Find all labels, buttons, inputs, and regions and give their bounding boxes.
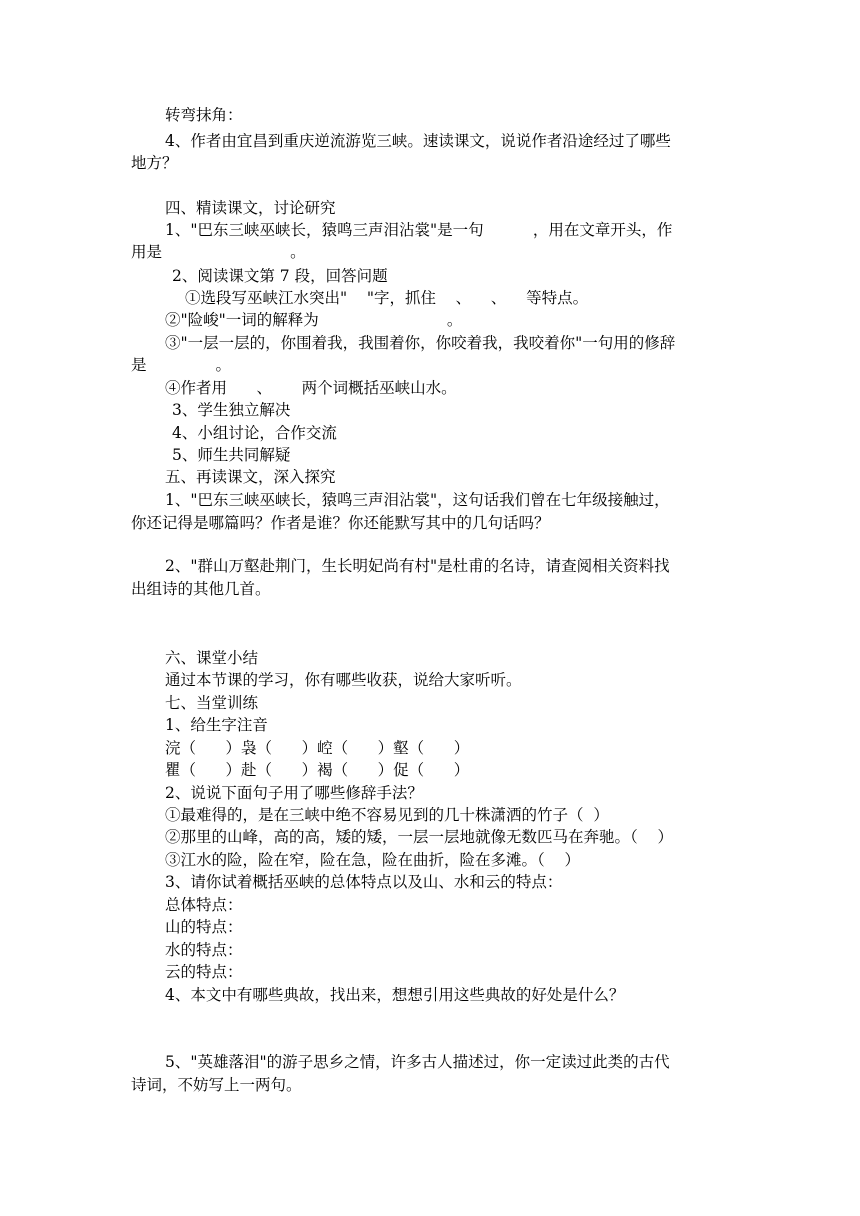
text-line: ②那里的山峰，高的高，矮的矮，一层一层地就像无数匹马在奔驰。（ ） (165, 828, 673, 846)
text-line: 1、给生字注音 (165, 716, 268, 734)
text-line: 水的特点： (165, 941, 243, 959)
text-line: 出组诗的其他几首。 (131, 580, 271, 598)
text-line: 3、学生独立解决 (172, 401, 291, 419)
text-line: ①选段写巫峡江水突出" "字，抓住 、 、 等特点。 (185, 289, 589, 307)
text-line: 瞿（ ）赴（ ）褐（ ）促（ ） (165, 761, 470, 779)
text-line: 1、"巴东三峡巫峡长，猿鸣三声泪沾裳"，这句话我们曾在七年级接触过， (165, 491, 670, 509)
text-line: 1、"巴东三峡巫峡长，猿鸣三声泪沾裳"是一句 ，用在文章开头，作 (165, 221, 673, 239)
text-line: 用是 。 (131, 243, 306, 261)
text-line: 地方？ (131, 154, 178, 172)
section-heading: 六、课堂小结 (165, 649, 259, 667)
text-line: 诗词，不妨写上一两句。 (131, 1076, 302, 1094)
text-line: 4、本文中有哪些典故，找出来，想想引用这些典故的好处是什么？ (165, 986, 625, 1004)
text-line: ②"险峻"一词的解释为 。 (165, 311, 463, 329)
section-heading: 七、当堂训练 (165, 694, 259, 712)
text-line: 是 。 (131, 356, 231, 374)
text-line: 4、小组讨论，合作交流 (172, 424, 337, 442)
text-line: 山的特点： (165, 918, 243, 936)
text-line: 5、"英雄落泪"的游子思乡之情，许多古人描述过，你一定读过此类的古代 (165, 1053, 670, 1071)
text-line: ①最难得的，是在三峡中绝不容易见到的几十株潇洒的竹子（ ） (165, 806, 609, 824)
text-line: ④作者用 、 两个词概括巫峡山水。 (165, 379, 457, 397)
text-line: 浣（ ）袅（ ）崆（ ）壑（ ） (165, 739, 470, 757)
text-line: 3、请你试着概括巫峡的总体特点以及山、水和云的特点： (165, 873, 563, 891)
text-line: 转弯抹角： (165, 106, 243, 124)
text-line: 2、"群山万壑赴荆门，生长明妃尚有村"是杜甫的名诗，请查阅相关资料找 (165, 557, 670, 575)
section-heading: 四、精读课文，讨论研究 (165, 199, 336, 217)
text-line: 4、作者由宜昌到重庆逆流游览三峡。速读课文，说说作者沿途经过了哪些 (165, 132, 671, 150)
text-line: 2、阅读课文第 7 段，回答问题 (172, 267, 388, 285)
text-line: 云的特点： (165, 963, 243, 981)
text-line: 5、师生共同解疑 (172, 446, 291, 464)
text-line: ③江水的险，险在窄，险在急，险在曲折，险在多滩。（ ） (165, 851, 580, 869)
text-line: ③"一层一层的，你围着我，我围着你，你咬着我，我咬着你"一句用的修辞 (165, 334, 676, 352)
text-line: 你还记得是哪篇吗？作者是谁？你还能默写其中的几句话吗？ (131, 514, 550, 532)
text-line: 通过本节课的学习，你有哪些收获，说给大家听听。 (165, 671, 522, 689)
text-line: 总体特点： (165, 896, 243, 914)
section-heading: 五、再读课文，深入探究 (165, 468, 336, 486)
text-line: 2、说说下面句子用了哪些修辞手法？ (165, 784, 423, 802)
